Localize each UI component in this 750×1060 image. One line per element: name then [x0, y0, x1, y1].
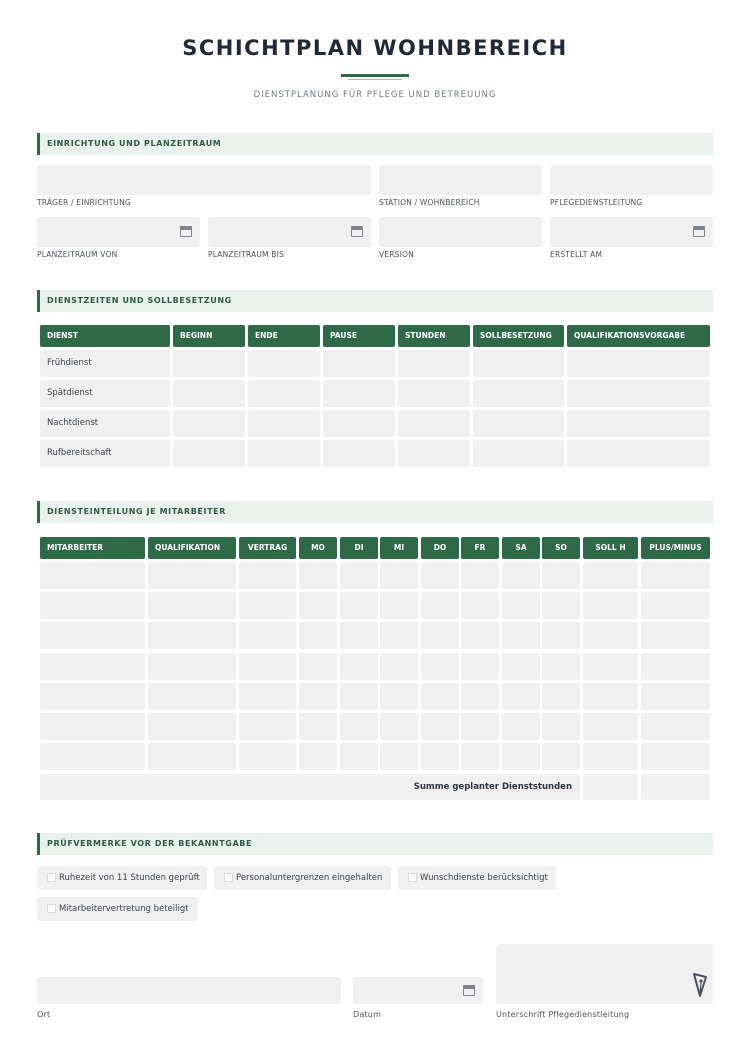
table-cell-input[interactable]	[421, 592, 459, 619]
title-underline-thin	[348, 79, 402, 80]
table-cell-input[interactable]	[340, 683, 378, 710]
section-header-einrichtung: EINRICHTUNG UND PLANZEITRAUM	[37, 133, 713, 155]
table-cell-input[interactable]	[323, 380, 395, 407]
table-cell-input[interactable]	[502, 592, 540, 619]
table-cell-input[interactable]	[502, 562, 540, 589]
pdl-input[interactable]	[550, 165, 713, 195]
table-cell-input[interactable]	[461, 713, 499, 740]
table-cell-input[interactable]	[583, 713, 638, 740]
column-header: PAUSE	[323, 325, 395, 347]
table-cell-input[interactable]	[421, 743, 459, 770]
table-cell-input[interactable]	[40, 683, 145, 710]
table-cell-input[interactable]	[641, 743, 710, 770]
table-cell-input[interactable]	[473, 380, 564, 407]
planzeitraum-von-input[interactable]	[37, 217, 200, 247]
table-cell-input[interactable]	[583, 622, 638, 649]
table-cell-input[interactable]	[299, 653, 337, 680]
traeger-input[interactable]	[37, 165, 371, 195]
table-cell-input[interactable]	[421, 562, 459, 589]
table-cell-input[interactable]	[340, 743, 378, 770]
table-cell-input[interactable]	[542, 683, 580, 710]
page-title: SCHICHTPLAN WOHNBEREICH	[182, 36, 568, 60]
station-label: STATION / WOHNBEREICH	[379, 198, 480, 207]
table-cell-input[interactable]	[461, 622, 499, 649]
dienst-name-cell: Rufbereitschaft	[40, 440, 170, 467]
table-cell-input[interactable]	[473, 350, 564, 377]
table-cell-input[interactable]	[40, 713, 145, 740]
table-cell-input[interactable]	[248, 410, 320, 437]
column-header: QUALIFIKATION	[148, 537, 236, 559]
version-input[interactable]	[379, 217, 542, 247]
column-header: BEGINN	[173, 325, 245, 347]
table-cell-input[interactable]	[323, 410, 395, 437]
table-cell-input[interactable]	[380, 562, 418, 589]
table-cell-input[interactable]	[542, 653, 580, 680]
column-header: PLUS/MINUS	[641, 537, 710, 559]
datum-label: Datum	[353, 1010, 382, 1019]
table-cell-input[interactable]	[380, 653, 418, 680]
check-mitarbeitervertretung[interactable]	[37, 897, 198, 921]
checkbox[interactable]	[47, 904, 56, 913]
table-cell-input[interactable]	[340, 562, 378, 589]
column-header: STUNDEN	[398, 325, 470, 347]
signature-pad[interactable]	[496, 944, 713, 1004]
table-cell-input[interactable]	[40, 622, 145, 649]
table-cell-input[interactable]	[567, 410, 710, 437]
section-header-dienstzeiten: DIENSTZEITEN UND SOLLBESETZUNG	[37, 290, 713, 312]
table-cell-input[interactable]	[299, 743, 337, 770]
table-cell-input[interactable]	[340, 622, 378, 649]
table-cell-input[interactable]	[148, 743, 236, 770]
table-cell-input[interactable]	[299, 592, 337, 619]
table-cell-input[interactable]	[542, 713, 580, 740]
table-cell-input[interactable]	[248, 350, 320, 377]
table-cell-input[interactable]	[148, 653, 236, 680]
checkbox[interactable]	[408, 873, 417, 882]
version-label: VERSION	[379, 250, 414, 259]
table-cell-input[interactable]	[380, 592, 418, 619]
table-cell-input[interactable]	[299, 562, 337, 589]
column-header: SOLL H	[583, 537, 638, 559]
erstellt-am-input[interactable]	[550, 217, 713, 247]
table-cell-input[interactable]	[239, 562, 296, 589]
dienst-name-cell: Nachtdienst	[40, 410, 170, 437]
table-cell-input[interactable]	[502, 653, 540, 680]
table-cell-input[interactable]	[542, 562, 580, 589]
sum-label: Summe geplanter Dienststunden	[413, 782, 572, 792]
table-cell-input[interactable]	[421, 653, 459, 680]
pen-icon	[692, 972, 708, 998]
title-underline	[341, 74, 409, 77]
sum-plusminus-input[interactable]	[641, 774, 710, 800]
table-cell-input[interactable]	[323, 350, 395, 377]
table-cell-input[interactable]	[567, 350, 710, 377]
table-cell-input[interactable]	[323, 440, 395, 467]
column-header: DO	[421, 537, 459, 559]
table-cell-input[interactable]	[567, 440, 710, 467]
table-cell-input[interactable]	[148, 622, 236, 649]
table-cell-input[interactable]	[380, 622, 418, 649]
table-cell-input[interactable]	[299, 713, 337, 740]
table-cell-input[interactable]	[502, 713, 540, 740]
section-header-pruefvermerke: PRÜFVERMERKE VOR DER BEKANNTGABE	[37, 833, 713, 855]
pdl-label: PFLEGEDIENSTLEITUNG	[550, 198, 643, 207]
table-cell-input[interactable]	[299, 622, 337, 649]
column-header: DI	[340, 537, 378, 559]
unterschrift-label: Unterschrift Pflegedienstleitung	[496, 1010, 630, 1019]
checkbox[interactable]	[47, 873, 56, 882]
table-cell-input[interactable]	[583, 592, 638, 619]
column-header: MITARBEITER	[40, 537, 145, 559]
table-cell-input[interactable]	[641, 653, 710, 680]
table-cell-input[interactable]	[641, 713, 710, 740]
table-cell-input[interactable]	[421, 683, 459, 710]
check-label: Ruhezeit von 11 Stunden geprüft	[59, 873, 200, 883]
table-cell-input[interactable]	[148, 683, 236, 710]
table-cell-input[interactable]	[461, 743, 499, 770]
check-wunschdienste[interactable]	[398, 866, 556, 890]
calendar-icon[interactable]	[351, 226, 363, 237]
table-cell-input[interactable]	[542, 743, 580, 770]
table-cell-input[interactable]	[421, 713, 459, 740]
calendar-icon[interactable]	[693, 226, 705, 237]
planzeitraum-bis-label: PLANZEITRAUM BIS	[208, 250, 284, 259]
table-cell-input[interactable]	[340, 713, 378, 740]
table-cell-input[interactable]	[248, 380, 320, 407]
table-cell-input[interactable]	[40, 592, 145, 619]
column-header: SOLLBESETZUNG	[473, 325, 564, 347]
table-cell-input[interactable]	[641, 683, 710, 710]
table-cell-input[interactable]	[473, 410, 564, 437]
table-cell-input[interactable]	[461, 562, 499, 589]
column-header: ENDE	[248, 325, 320, 347]
ort-input[interactable]	[37, 977, 341, 1004]
sum-soll-input[interactable]	[583, 774, 638, 800]
station-input[interactable]	[379, 165, 542, 195]
traeger-label: TRÄGER / EINRICHTUNG	[37, 198, 131, 207]
check-ruhezeit[interactable]	[37, 866, 207, 890]
table-cell-input[interactable]	[461, 653, 499, 680]
planzeitraum-bis-input[interactable]	[208, 217, 371, 247]
check-label: Mitarbeitervertretung beteiligt	[59, 904, 189, 914]
table-cell-input[interactable]	[398, 380, 470, 407]
column-header: FR	[461, 537, 499, 559]
table-cell-input[interactable]	[148, 562, 236, 589]
table-cell-input[interactable]	[583, 653, 638, 680]
table-cell-input[interactable]	[583, 743, 638, 770]
table-cell-input[interactable]	[380, 743, 418, 770]
table-cell-input[interactable]	[502, 622, 540, 649]
table-cell-input[interactable]	[173, 350, 245, 377]
table-cell-input[interactable]	[239, 592, 296, 619]
column-header: SA	[502, 537, 540, 559]
erstellt-am-label: ERSTELLT AM	[550, 250, 603, 259]
table-cell-input[interactable]	[239, 622, 296, 649]
table-cell-input[interactable]	[173, 410, 245, 437]
page-subtitle: DIENSTPLANUNG FÜR PFLEGE UND BETREUUNG	[253, 90, 497, 100]
column-header: DIENST	[40, 325, 170, 347]
table-cell-input[interactable]	[641, 562, 710, 589]
dienst-name-cell: Spätdienst	[40, 380, 170, 407]
column-header: MO	[299, 537, 337, 559]
table-cell-input[interactable]	[583, 562, 638, 589]
table-cell-input[interactable]	[248, 440, 320, 467]
table-cell-input[interactable]	[398, 410, 470, 437]
planzeitraum-von-label: PLANZEITRAUM VON	[37, 250, 118, 259]
table-cell-input[interactable]	[380, 683, 418, 710]
table-cell-input[interactable]	[173, 380, 245, 407]
column-header: MI	[380, 537, 418, 559]
table-cell-input[interactable]	[641, 622, 710, 649]
table-cell-input[interactable]	[340, 592, 378, 619]
table-cell-input[interactable]	[641, 592, 710, 619]
check-label: Wunschdienste berücksichtigt	[420, 873, 548, 883]
dienst-name-cell: Frühdienst	[40, 350, 170, 377]
checkbox[interactable]	[224, 873, 233, 882]
table-cell-input[interactable]	[583, 683, 638, 710]
table-cell-input[interactable]	[473, 440, 564, 467]
table-cell-input[interactable]	[542, 592, 580, 619]
table-cell-input[interactable]	[40, 653, 145, 680]
table-cell-input[interactable]	[542, 622, 580, 649]
table-cell-input[interactable]	[148, 592, 236, 619]
table-cell-input[interactable]	[567, 380, 710, 407]
table-cell-input[interactable]	[40, 562, 145, 589]
table-cell-input[interactable]	[461, 592, 499, 619]
column-header: SO	[542, 537, 580, 559]
table-cell-input[interactable]	[398, 440, 470, 467]
table-cell-input[interactable]	[502, 743, 540, 770]
ort-label: Ort	[37, 1010, 51, 1019]
table-cell-input[interactable]	[40, 743, 145, 770]
column-header: VERTRAG	[239, 537, 296, 559]
table-cell-input[interactable]	[299, 683, 337, 710]
table-cell-input[interactable]	[461, 683, 499, 710]
section-header-diensteinteilung: DIENSTEINTEILUNG JE MITARBEITER	[37, 501, 713, 523]
table-cell-input[interactable]	[380, 713, 418, 740]
table-cell-input[interactable]	[340, 653, 378, 680]
table-cell-input[interactable]	[421, 622, 459, 649]
check-personaluntergrenzen[interactable]	[214, 866, 391, 890]
column-header: QUALIFIKATIONSVORGABE	[567, 325, 710, 347]
table-cell-input[interactable]	[239, 743, 296, 770]
table-cell-input[interactable]	[148, 713, 236, 740]
table-cell-input[interactable]	[239, 713, 296, 740]
table-cell-input[interactable]	[398, 350, 470, 377]
table-cell-input[interactable]	[502, 683, 540, 710]
table-cell-input[interactable]	[239, 683, 296, 710]
calendar-icon[interactable]	[180, 226, 192, 237]
table-cell-input[interactable]	[239, 653, 296, 680]
table-cell-input[interactable]	[173, 440, 245, 467]
check-label: Personaluntergrenzen eingehalten	[236, 873, 383, 883]
calendar-icon[interactable]	[463, 985, 475, 996]
